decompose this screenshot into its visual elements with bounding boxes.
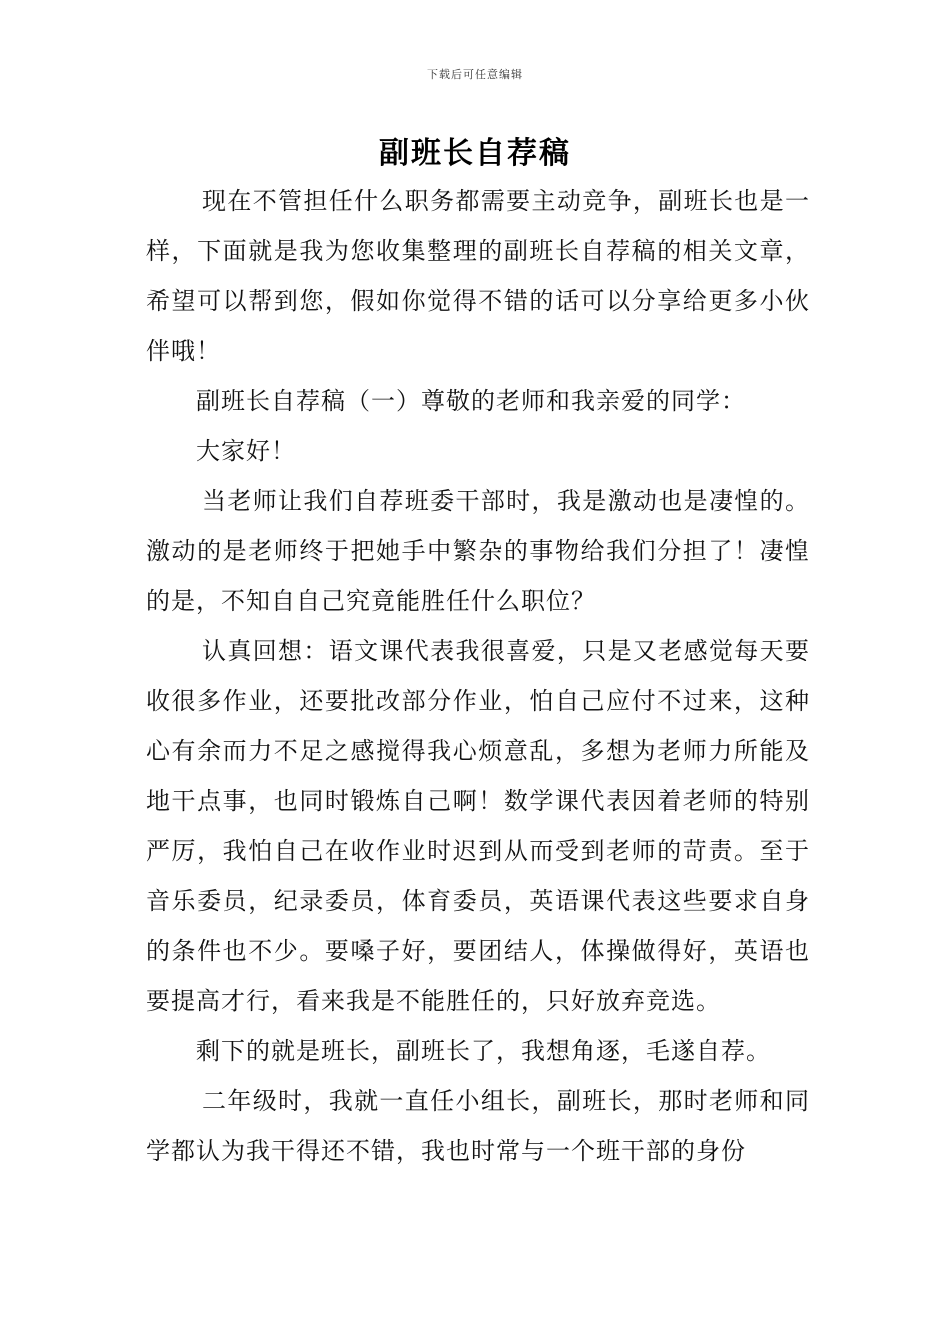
document-body: [146, 176, 810, 1176]
paragraph-body: 认真回想：语文课代表我很喜爱，只是又老感觉每天要收很多作业，还要批改部分作业，怕自己应付不过来，这种心有余而力不足之感搅得我心烦意乱，多想为老师力所能及地干点事，也同时锻炼自己啊！数学课代表因着老师的特别严厉，我怕自己在收作业时迟到从而受到老师的苛责。至于音乐委员，纪录委员，体育委员，英语课代表这些要求自身的条件也不少。要嗓子好，要团结人，体操做得好，英语也要提高才行，看来我是不能胜任的，只好放弃竞选。: [146, 637, 810, 1015]
paragraph-greeting: 大家好！: [196, 437, 296, 465]
paragraph-intro: 现在不管担任什么职务都需要主动竞争，副班长也是一样，下面就是我为您收集整理的副班长自荐稿的相关文章，希望可以帮到您，假如你觉得不错的话可以分享给更多小伙伴哦！: [146, 187, 810, 365]
header-note: 下载后可任意编辑: [427, 68, 523, 81]
paragraph-heading: 副班长自荐稿（一）尊敬的老师和我亲爱的同学：: [196, 387, 746, 415]
paragraph-body: 当老师让我们自荐班委干部时，我是激动也是凄惶的。激动的是老师终于把她手中繁杂的事物给我们分担了！凄惶的是，不知自自己究竟能胜任什么职位？: [146, 487, 810, 615]
paragraph-body: 二年级时，我就一直任小组长，副班长，那时老师和同学都认为我干得还不错，我也时常与一个班干部的身份: [146, 1087, 810, 1165]
document-title: 副班长自荐稿: [379, 136, 571, 171]
paragraph-body: 剩下的就是班长，副班长了，我想角逐，毛遂自荐。: [196, 1037, 771, 1065]
